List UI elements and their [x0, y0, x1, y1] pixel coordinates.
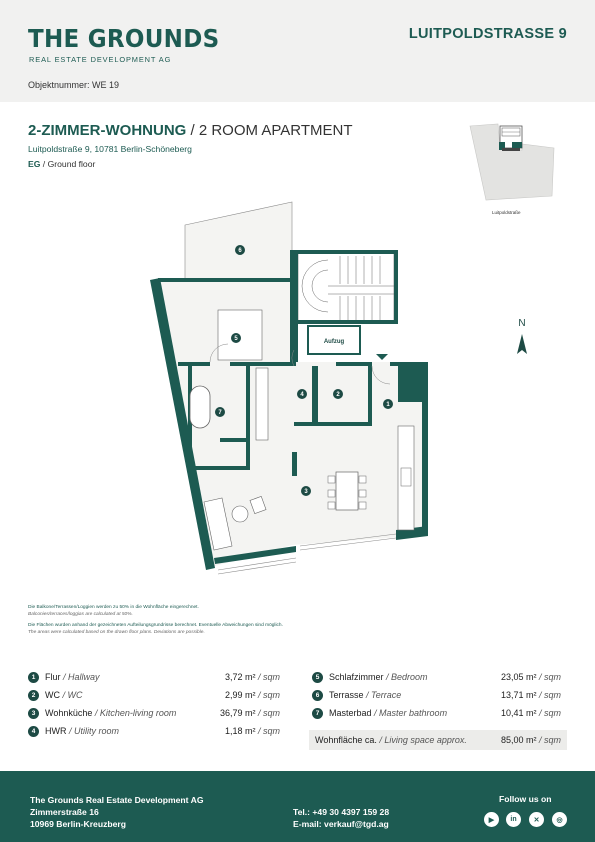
plan-label-2: 2: [336, 392, 340, 398]
note-2-de: Die Flächen wurden anhand der gezeichneten Aufteilungsgrundrisse berechnet. Eventuelle Abweichungen sind möglich.: [28, 623, 283, 628]
plan-label-7: 7: [218, 410, 222, 416]
plan-label-5: 5: [234, 336, 238, 342]
title-en: 2 ROOM APARTMENT: [198, 122, 353, 139]
linkedin-icon[interactable]: in: [506, 812, 521, 827]
footer-contact: [293, 806, 389, 830]
street-heading: LUITPOLDSTRASSE 9: [408, 26, 567, 42]
keymap-street-label: Luitpoldstraße: [492, 210, 521, 215]
logo-subtitle: REAL ESTATE DEVELOPMENT AG: [29, 55, 172, 64]
title-sep: /: [186, 122, 199, 139]
footer-company: The Grounds Real Estate Development AG Zimmerstraße 16 10969 Berlin-Kreuzberg: [30, 795, 204, 829]
plan-label-6: 6: [238, 248, 242, 254]
plan-label-4: 4: [300, 392, 304, 398]
note-1-de: Die Balkone/Terrassen/Loggien werden zu 50% in die Wohnfläche eingerechnet.: [28, 605, 199, 610]
phone-link[interactable]: Tel.: +49 30 4397 159 28: [293, 807, 390, 817]
total-area: Wohnfläche ca. / Living space approx. 85,00 m² / sqm: [309, 730, 567, 750]
apartment-floor: [28, 159, 95, 169]
xing-icon[interactable]: ✕: [529, 812, 544, 827]
follow-label: Follow us on: [499, 794, 552, 804]
list-item: 6 Terrasse / Terrace: [312, 688, 401, 702]
north-arrow-icon: [512, 316, 532, 360]
plan-label-1: 1: [386, 402, 390, 408]
list-item: 5 Schlafzimmer / Bedroom: [312, 670, 428, 684]
room-area: 13,71 m² / sqm: [500, 690, 561, 700]
page-footer: [0, 771, 595, 842]
logo-title: THE GROUNDS: [28, 24, 220, 53]
north-label: N: [518, 318, 526, 329]
floor-en: / Ground floor: [40, 159, 96, 169]
floor-de: EG: [28, 159, 41, 169]
room-area: 3,72 m² / sqm: [224, 672, 280, 682]
floor-plan: [140, 190, 440, 590]
apartment-address: Luitpoldstraße 9, 10781 Berlin-Schöneberg: [28, 144, 192, 154]
list-item: 2 WC / WC: [28, 688, 83, 702]
list-item: 1 Flur / Hallway: [28, 670, 100, 684]
room-area: 10,41 m² / sqm: [500, 708, 561, 718]
room-area: 2,99 m² / sqm: [224, 690, 280, 700]
room-area: 23,05 m² / sqm: [500, 672, 561, 682]
room-area: 1,18 m² / sqm: [224, 726, 280, 736]
plan-label-lift: Aufzug: [323, 339, 345, 345]
apartment-title: [28, 122, 352, 139]
email-link[interactable]: E-mail: verkauf@tgd.ag: [293, 819, 389, 829]
note-1-en: Balconies/terraces/loggias are calculated at 50%.: [28, 612, 133, 617]
area-notes: [28, 604, 283, 636]
list-item: 4 HWR / Utility room: [28, 724, 119, 738]
list-item: 7 Masterbad / Master bathroom: [312, 706, 447, 720]
note-2-en: The areas were calculated based on the drawn floor plans. Deviations are possible.: [28, 630, 205, 635]
room-area: 36,79 m² / sqm: [219, 708, 280, 718]
instagram-icon[interactable]: ◎: [552, 812, 567, 827]
object-number: Objektnummer: WE 19: [28, 80, 120, 90]
page-header: [0, 0, 595, 102]
title-de: 2-ZIMMER-WOHNUNG: [28, 122, 187, 139]
youtube-icon[interactable]: ▶: [484, 812, 499, 827]
site-keymap: [462, 118, 562, 218]
list-item: 3 Wohnküche / Kitchen-living room: [28, 706, 176, 720]
plan-label-3: 3: [304, 489, 308, 495]
